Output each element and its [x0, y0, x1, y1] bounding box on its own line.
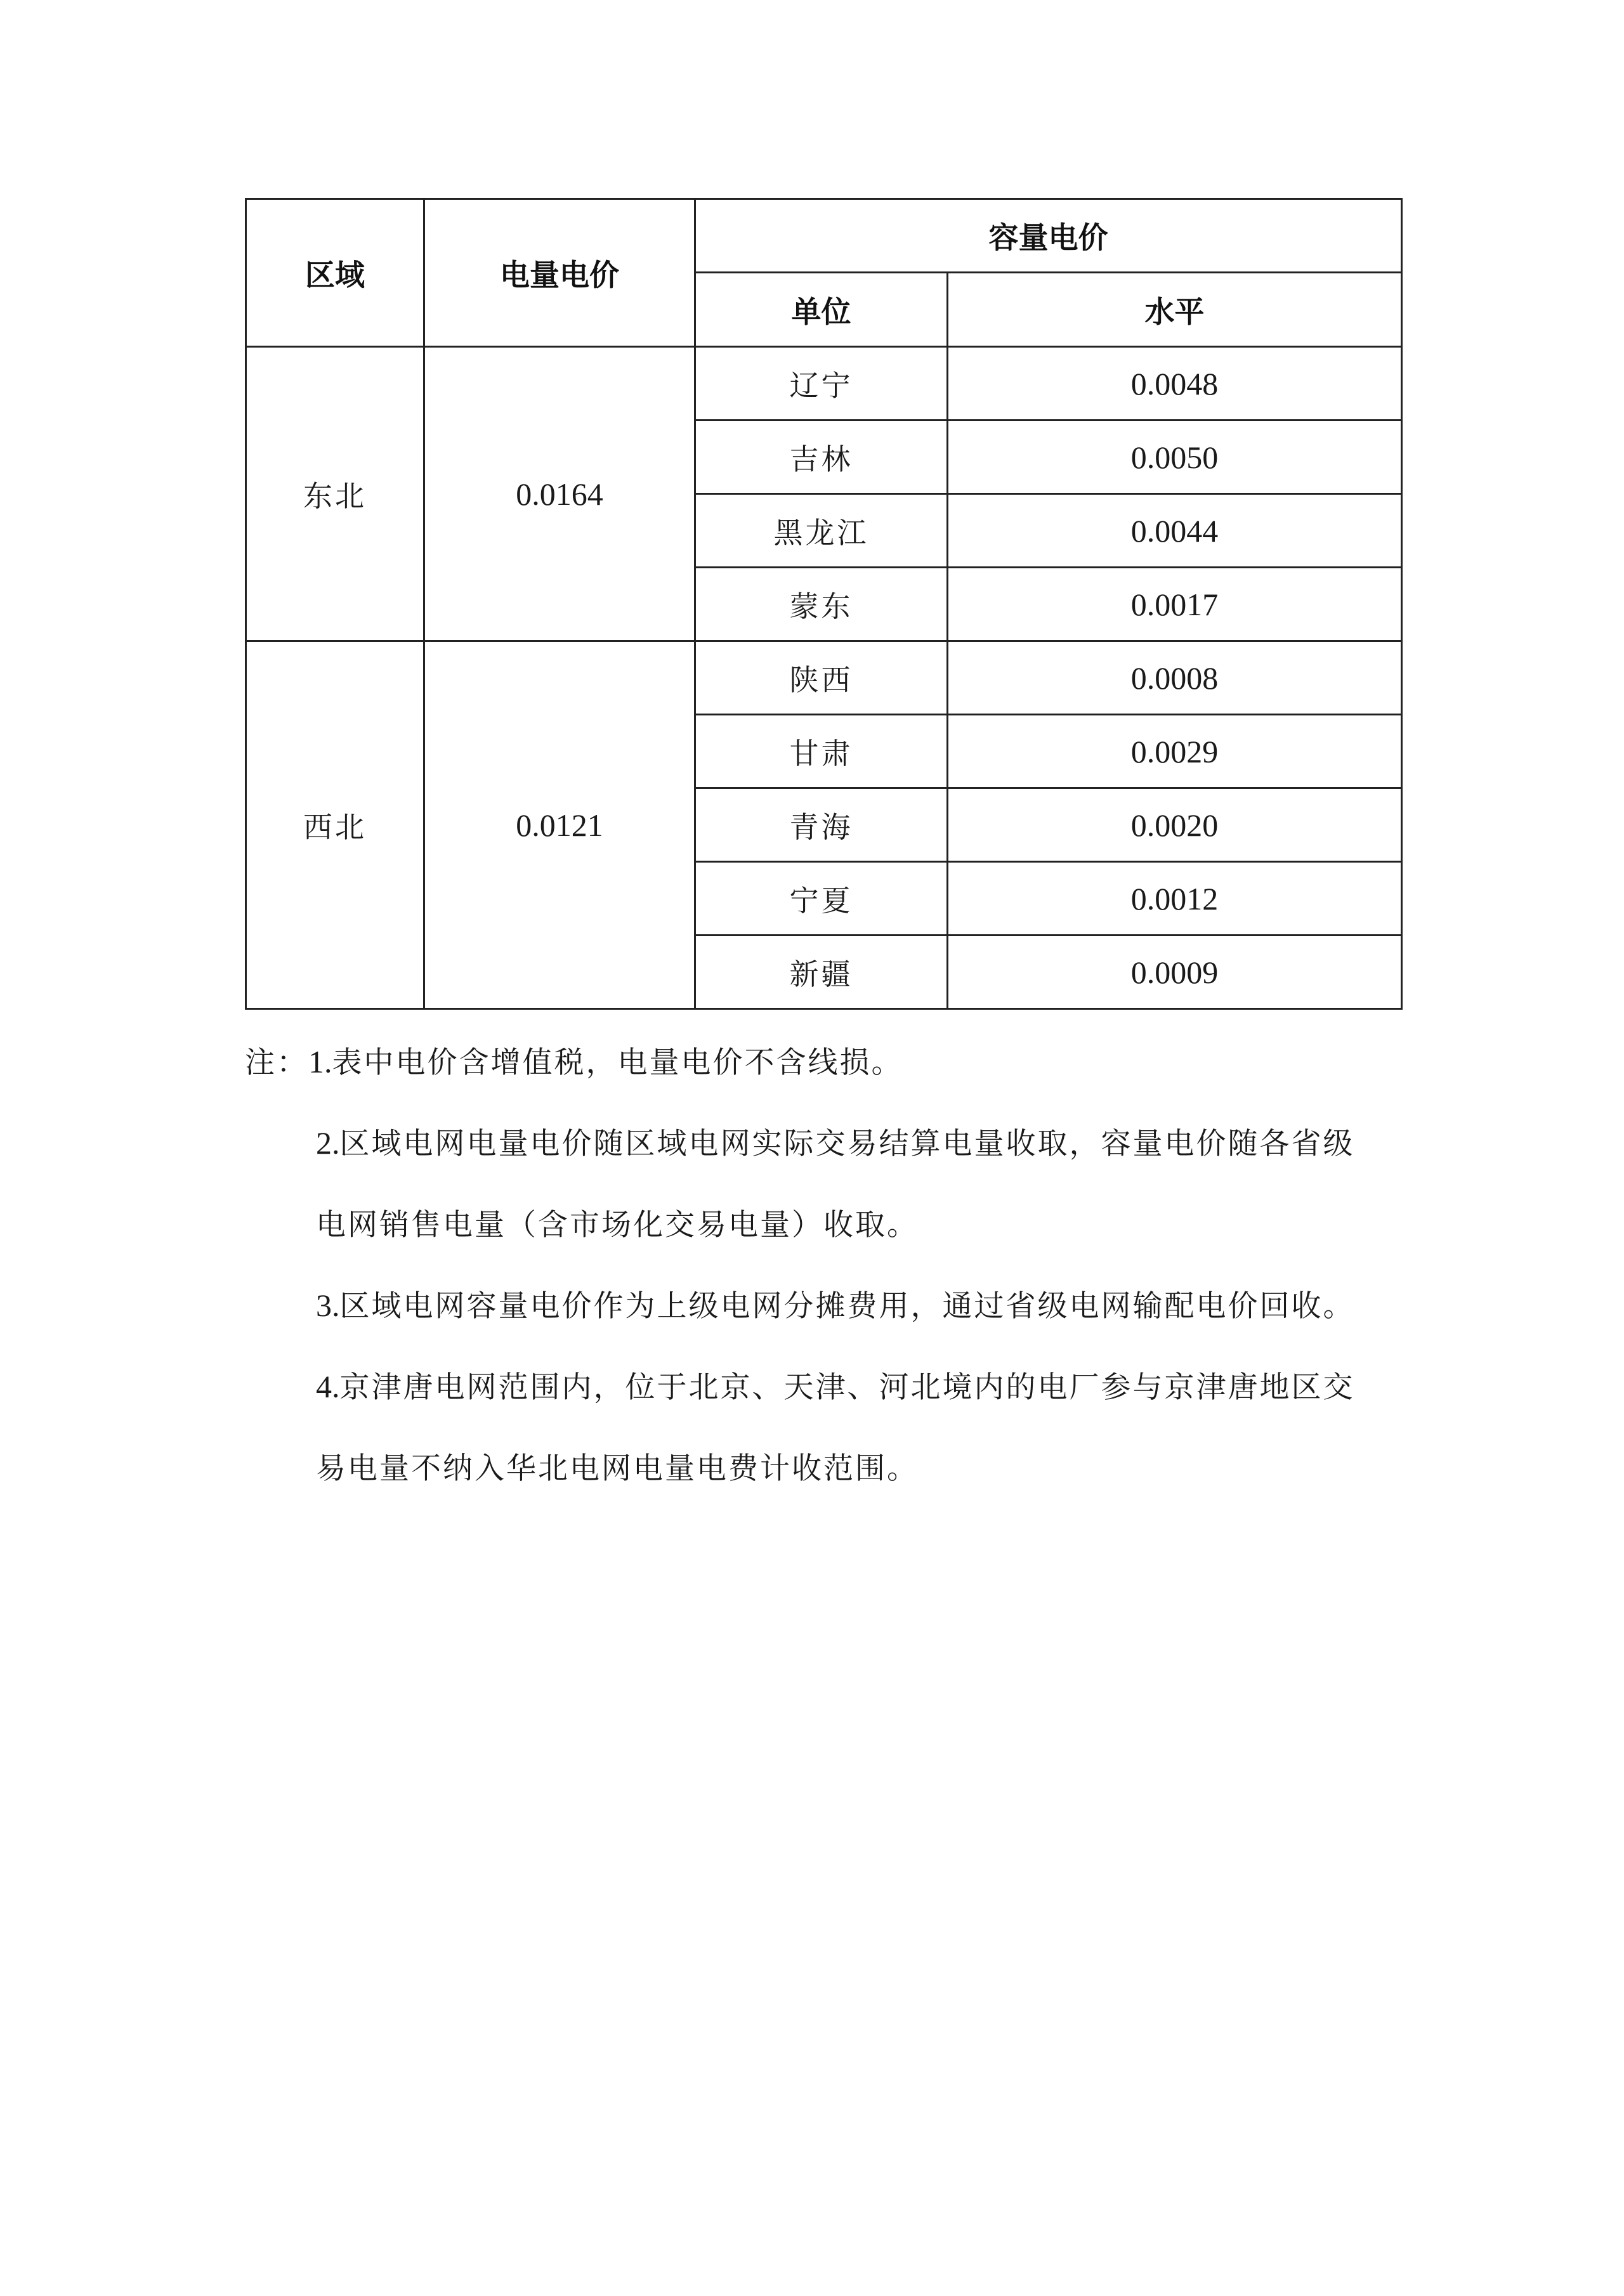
header-level: 水平: [948, 273, 1402, 347]
notes-prefix: 注：: [245, 1045, 308, 1080]
note-2: [316, 1120, 1355, 1163]
note-4-continuation: [316, 1445, 919, 1487]
unit-cell: 陕西: [695, 641, 948, 715]
unit-cell: 辽宁: [695, 347, 948, 421]
note-2-text-line2: 电网销售电量（含市场化交易电量）收取。: [316, 1208, 919, 1243]
level-cell: 0.0008: [948, 641, 1402, 715]
unit-cell: 宁夏: [695, 862, 948, 936]
unit-cell: 甘肃: [695, 715, 948, 788]
level-cell: 0.0048: [948, 347, 1402, 421]
note-4-text-line2: 易电量不纳入华北电网电量电费计收范围。: [316, 1451, 919, 1486]
note-4-text-line1: 京津唐电网范围内，位于北京、天津、河北境内的电厂参与京津唐地区交: [339, 1370, 1355, 1405]
level-cell: 0.0020: [948, 788, 1402, 862]
regional-price-table: [245, 198, 1403, 1010]
unit-cell: 黑龙江: [695, 494, 948, 568]
level-cell: 0.0044: [948, 494, 1402, 568]
energy-price-cell: 0.0164: [424, 347, 695, 641]
note-4-number: 4.: [316, 1369, 340, 1404]
note-1: [245, 1039, 903, 1081]
table-row: [246, 641, 1402, 715]
region-cell: 西北: [246, 641, 424, 1009]
level-cell: 0.0009: [948, 936, 1402, 1009]
header-region: 区域: [246, 199, 424, 347]
note-3-text: 区域电网容量电价作为上级电网分摊费用，通过省级电网输配电价回收。: [339, 1289, 1355, 1324]
level-cell: 0.0029: [948, 715, 1402, 788]
unit-cell: 青海: [695, 788, 948, 862]
region-cell: 东北: [246, 347, 424, 641]
unit-cell: 吉林: [695, 421, 948, 494]
header-energy-price: 电量电价: [424, 199, 695, 347]
unit-cell: 蒙东: [695, 568, 948, 641]
header-capacity-price: 容量电价: [695, 199, 1402, 273]
unit-cell: 新疆: [695, 936, 948, 1009]
level-cell: 0.0017: [948, 568, 1402, 641]
level-cell: 0.0012: [948, 862, 1402, 936]
note-2-continuation: [316, 1201, 919, 1244]
table-row: [246, 347, 1402, 421]
level-cell: 0.0050: [948, 421, 1402, 494]
note-3-number: 3.: [316, 1288, 340, 1323]
note-1-text: 表中电价含增值税，电量电价不含线损。: [332, 1045, 903, 1080]
note-1-number: 1.: [308, 1044, 332, 1080]
note-2-text-line1: 区域电网电量电价随区域电网实际交易结算电量收取，容量电价随各省级: [339, 1126, 1355, 1161]
note-3: [316, 1282, 1355, 1325]
note-4: [316, 1364, 1355, 1406]
note-2-number: 2.: [316, 1125, 340, 1161]
table-header-row: [246, 199, 1402, 273]
energy-price-cell: 0.0121: [424, 641, 695, 1009]
header-unit: 单位: [695, 273, 948, 347]
